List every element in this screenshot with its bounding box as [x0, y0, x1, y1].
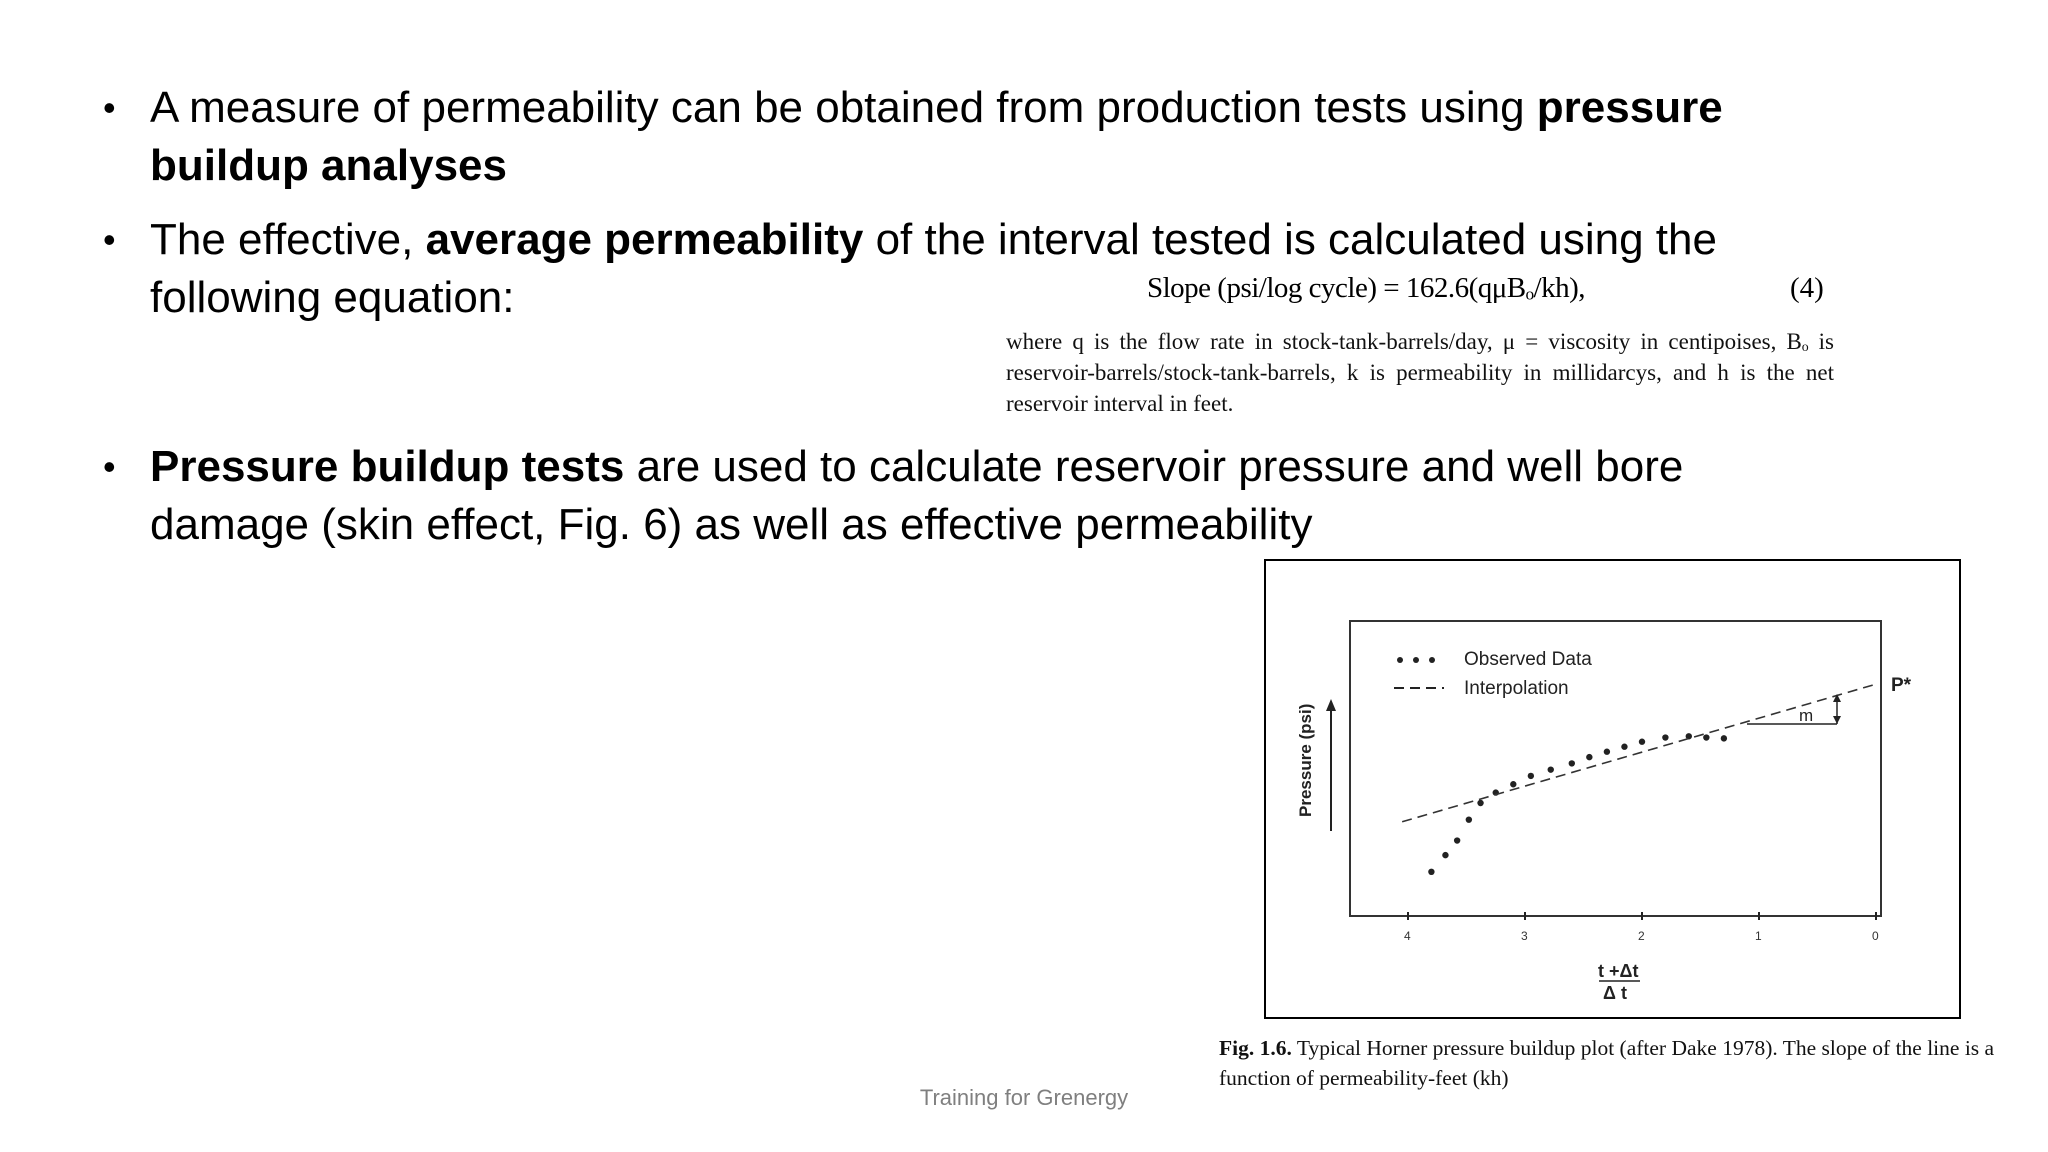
equation-slope: Slope (psi/log cycle) = 162.6(qμBₒ/kh), — [1147, 272, 1585, 304]
bullet-1 — [103, 79, 1890, 195]
bullet-1-text: A measure of permeability can be obtained from production tests using — [150, 83, 1537, 132]
observed-data-point — [1466, 816, 1472, 822]
bullet-3-text: are used to calculate reservoir pressure and well bore — [624, 442, 1684, 491]
x-tick-label: 4 — [1404, 929, 1411, 943]
legend — [1394, 649, 1592, 699]
bullet-2-text-post: of the interval tested is calculated using the — [863, 215, 1717, 264]
observed-data-point — [1621, 744, 1627, 750]
x-tick-label: 1 — [1755, 929, 1762, 943]
observed-data-point — [1604, 749, 1610, 755]
observed-data-point — [1586, 754, 1592, 760]
bullet-1-bold: pressure — [1536, 83, 1723, 132]
observed-data-point — [1528, 773, 1534, 779]
bullet-2-line2: following equation: — [150, 273, 515, 322]
horner-plot — [1266, 561, 1959, 1017]
equation-number: (4) — [1790, 272, 1824, 304]
interpolation-line — [1402, 684, 1876, 822]
figure-caption-text: Typical Horner pressure buildup plot (after Dake 1978). The slope of the line is a function of permeability-feet (kh) — [1219, 1036, 1995, 1090]
observed-data-point — [1510, 781, 1516, 787]
x-tick-label: 0 — [1872, 929, 1879, 943]
legend-interpolation-label: Interpolation — [1464, 678, 1569, 699]
slide-footer: Training for Grenergy — [919, 1085, 1129, 1110]
bullet-dot: • — [103, 87, 116, 128]
observed-data-point — [1639, 739, 1645, 745]
bullet-1-bold-line2: buildup analyses — [150, 141, 507, 190]
p-star-label: P* — [1891, 675, 1912, 696]
observed-data-point — [1548, 766, 1554, 772]
observed-data-point — [1569, 760, 1575, 766]
bullet-dot: • — [103, 219, 116, 260]
figure-caption — [1219, 1033, 2048, 1093]
observed-data-point — [1454, 837, 1460, 843]
bullet-3-line2: damage (skin effect, Fig. 6) as well as effective permeability — [150, 500, 1313, 549]
bullet-2-text: The effective, — [150, 215, 426, 264]
y-axis-label: Pressure (psi) — [1296, 703, 1315, 817]
bullet-3 — [103, 438, 1890, 554]
x-axis-label-denominator: Δ t — [1603, 983, 1627, 1003]
observed-data-point — [1442, 852, 1448, 858]
observed-data-point — [1662, 734, 1668, 740]
x-axis-label-numerator: t +Δt — [1598, 961, 1639, 981]
observed-data-point — [1428, 869, 1434, 875]
bullet-3-bold: Pressure buildup tests — [150, 442, 625, 491]
equation-definitions: where q is the flow rate in stock-tank-barrels/day, μ = viscosity in centipoises, Bₒ is reservoir-barrels/stock-tank-barrels, k is permeability in millidarcys, and h is the net reservoir interval in feet. — [1006, 329, 1834, 416]
observed-data-point — [1703, 734, 1709, 740]
x-tick-label: 3 — [1521, 929, 1528, 943]
bullet-2-bold: average permeability — [425, 215, 864, 264]
slope-label: m — [1799, 706, 1814, 725]
bullet-2 — [103, 211, 1890, 327]
slope-annotation — [1747, 694, 1841, 725]
figure-caption-number: Fig. 1.6. — [1219, 1036, 1292, 1060]
observed-data-point — [1477, 800, 1483, 806]
y-arrow-head-icon — [1326, 699, 1336, 711]
observed-data-point — [1721, 735, 1727, 741]
horner-plot-figure — [1264, 559, 1961, 1019]
bullet-dot: • — [103, 446, 116, 487]
legend-observed-label: Observed Data — [1464, 649, 1592, 670]
x-tick-label: 2 — [1638, 929, 1645, 943]
